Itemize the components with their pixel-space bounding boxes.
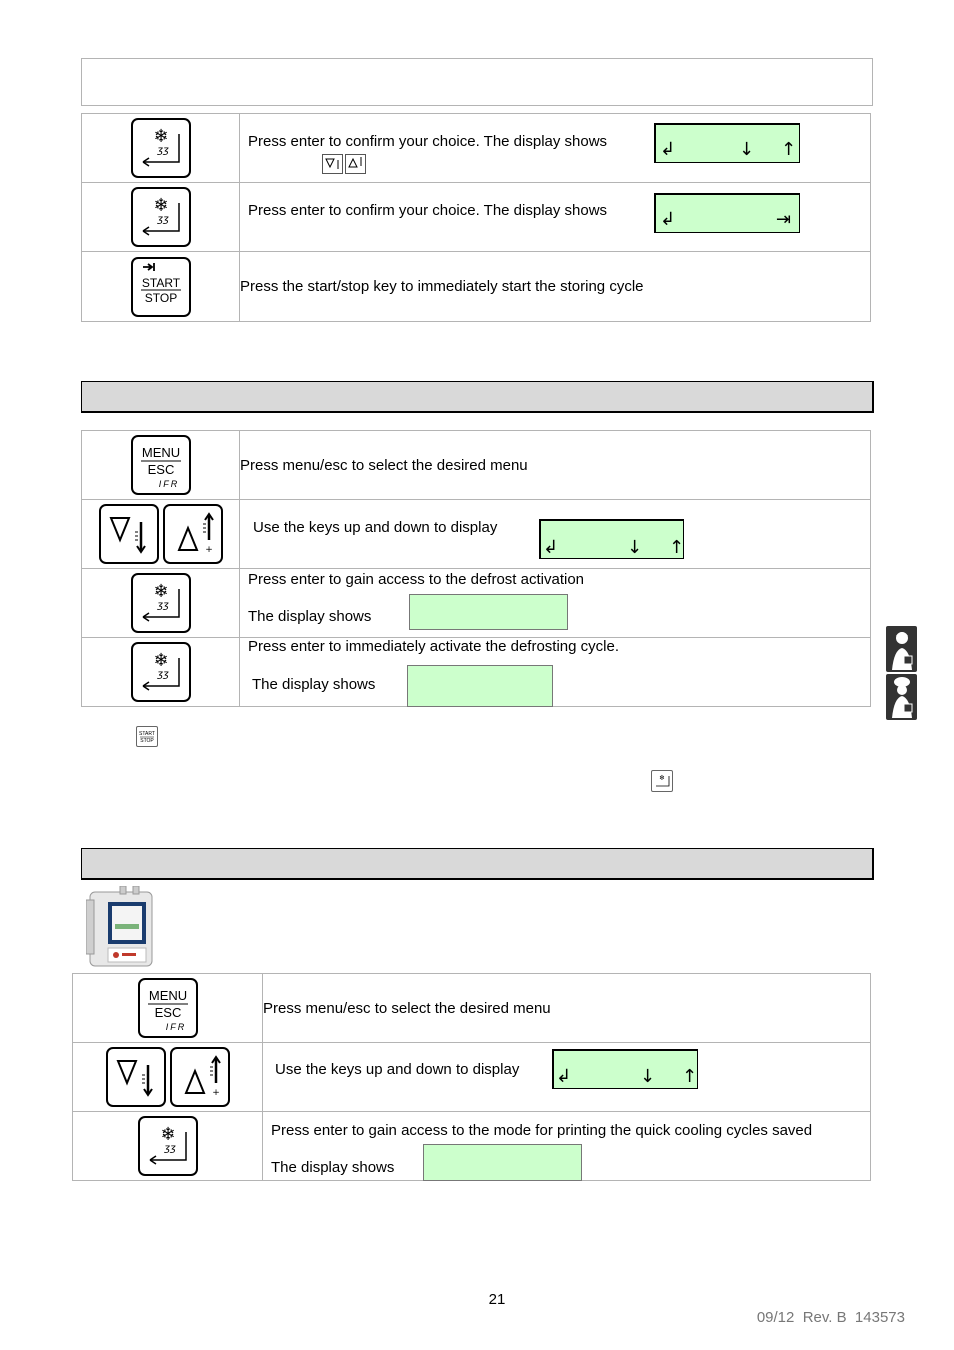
enter-key-icon [131, 642, 191, 702]
svg-text:❄: ❄ [152, 126, 169, 147]
lcd-enter-glyph: ↲ [556, 1066, 572, 1087]
menu-esc-key-icon [131, 435, 191, 495]
table-row [82, 638, 871, 707]
svg-text:IFR: IFR [165, 1022, 186, 1032]
table-row [82, 114, 871, 183]
enter-key-icon [131, 118, 191, 178]
table-row [82, 431, 871, 500]
svg-text:+: + [211, 1088, 220, 1098]
display-shows-label: The display shows [252, 676, 376, 693]
svg-text:STOP: STOP [144, 290, 177, 305]
svg-text:❄: ❄ [152, 195, 169, 216]
enter-key-icon [131, 187, 191, 247]
page-number: 21 [488, 1291, 506, 1308]
svg-text:STOP: STOP [140, 738, 154, 744]
controller-device-image [86, 886, 156, 968]
svg-text:ʒʒ: ʒʒ [156, 600, 169, 611]
up-key-icon [170, 1047, 230, 1107]
svg-text:❄: ❄ [152, 650, 169, 671]
step-text: Press enter to gain access to the defrost activation [248, 571, 585, 588]
table-row [73, 1043, 871, 1112]
svg-text:+: + [204, 545, 213, 555]
svg-text:ʒʒ: ʒʒ [156, 214, 169, 225]
enter-key-icon [131, 573, 191, 633]
small-enter-icon [651, 770, 673, 792]
start-stop-key-icon [131, 257, 191, 317]
lcd-display [654, 193, 800, 233]
svg-text:MENU: MENU [148, 988, 187, 1003]
lcd-up-glyph: ↑ [781, 139, 797, 160]
step-text: Press menu/esc to select the desired menu [263, 974, 871, 1043]
revision-code: 09/12 Rev. B 143573 [756, 1309, 905, 1326]
table-row [73, 974, 871, 1043]
svg-text:❄: ❄ [659, 774, 665, 782]
step-text: Press enter to confirm your choice. The display shows [248, 202, 608, 219]
step-text: Use the keys up and down to display [253, 519, 498, 536]
step-text: Press enter to immediately activate the defrosting cycle. [248, 638, 620, 655]
lcd-display [552, 1049, 698, 1089]
section1-table [81, 113, 871, 322]
section2-table [81, 430, 871, 707]
lcd-display [539, 519, 684, 559]
lcd-display [409, 594, 568, 630]
down-key-icon [99, 504, 159, 564]
table-row [73, 1112, 871, 1181]
lcd-enter-glyph: ↲ [660, 209, 676, 230]
svg-text:MENU: MENU [141, 445, 180, 460]
svg-text:ESC: ESC [147, 462, 174, 477]
small-start-stop-icon [136, 726, 158, 747]
section3-header-band [81, 848, 874, 880]
lcd-up-glyph: ↑ [682, 1066, 698, 1087]
step-text: Press enter to gain access to the mode for printing the quick cooling cycles saved [271, 1122, 813, 1139]
lcd-display [423, 1144, 582, 1181]
table-row [82, 183, 871, 252]
top-empty-box [81, 58, 873, 106]
step-text: Press enter to confirm your choice. The display shows [248, 133, 608, 150]
lcd-enter-glyph: ↲ [543, 537, 559, 558]
updown-mini-icon [322, 154, 366, 174]
step-text: Use the keys up and down to display [275, 1061, 520, 1078]
lcd-down-glyph: ↓ [739, 139, 755, 160]
lcd-tab-glyph: ⇥ [776, 209, 792, 230]
section2-header-band [81, 381, 874, 413]
lcd-display [654, 123, 800, 163]
svg-text:❄: ❄ [159, 1124, 176, 1145]
svg-text:❄: ❄ [152, 581, 169, 602]
table-row [82, 252, 871, 322]
lcd-enter-glyph: ↲ [660, 139, 676, 160]
svg-text:ʒʒ: ʒʒ [156, 145, 169, 156]
chef-manual-icon [886, 626, 917, 672]
svg-text:ESC: ESC [154, 1005, 181, 1020]
chef-user-icon [886, 674, 917, 720]
table-row [82, 569, 871, 638]
section3-table [72, 973, 871, 1181]
svg-text:ʒʒ: ʒʒ [163, 1143, 176, 1154]
down-key-icon [106, 1047, 166, 1107]
svg-text:START: START [139, 731, 155, 737]
svg-text:ʒʒ: ʒʒ [156, 669, 169, 680]
lcd-up-glyph: ↑ [669, 537, 685, 558]
enter-key-icon [138, 1116, 198, 1176]
up-key-icon [163, 504, 223, 564]
lcd-down-glyph: ↓ [627, 537, 643, 558]
svg-text:START: START [141, 275, 180, 290]
display-shows-label: The display shows [271, 1159, 395, 1176]
display-shows-label: The display shows [248, 608, 372, 625]
lcd-down-glyph: ↓ [640, 1066, 656, 1087]
menu-esc-key-icon [138, 978, 198, 1038]
step-text: Press the start/stop key to immediately start the storing cycle [240, 252, 871, 322]
table-row [82, 500, 871, 569]
svg-text:IFR: IFR [158, 479, 179, 489]
step-text: Press menu/esc to select the desired menu [240, 431, 871, 500]
lcd-display [407, 665, 553, 707]
